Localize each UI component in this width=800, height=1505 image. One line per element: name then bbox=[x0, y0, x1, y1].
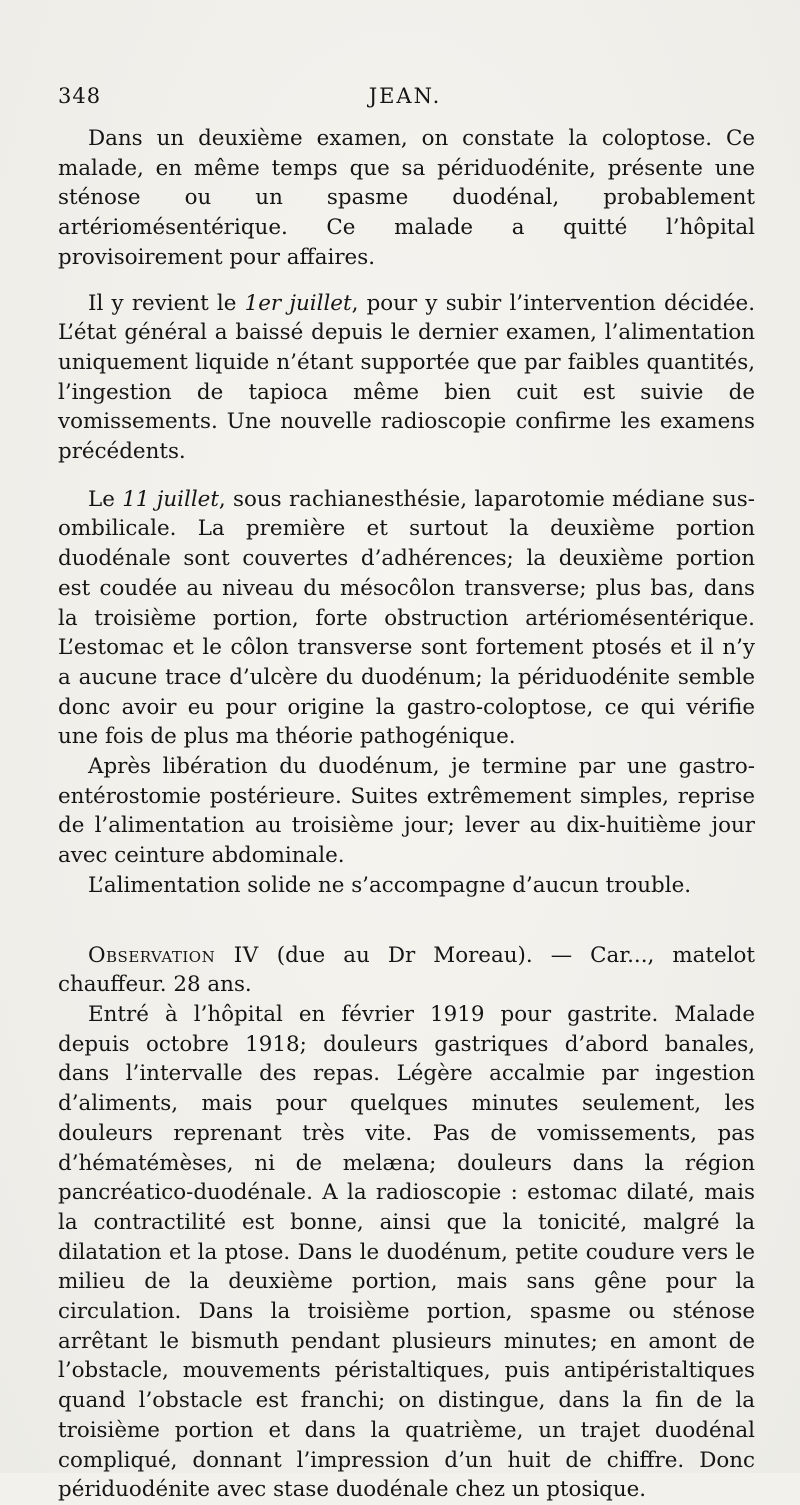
date-italic: 11 juillet bbox=[122, 486, 219, 512]
paragraph-examen: Dans un deuxième examen, on constate la coloptose. Ce malade, en même temps que sa périduodénite, présente une sténose ou un spasme duodénal, probablement artériomésentérique. Ce malade a quitté l’hôpital provisoirement pour affaires. bbox=[58, 126, 755, 270]
body-text bbox=[58, 124, 755, 1505]
page-number: 348 bbox=[58, 84, 102, 108]
observation-heading bbox=[58, 941, 755, 1000]
observation-title: Observation IV bbox=[88, 942, 259, 968]
paragraph-rest: , sous rachianesthésie, laparotomie médiane sus-ombilicale. La première et surtout la deuxième portion duodénale sont couvertes d’adhérences; la deuxième portion est coudée au niveau du mésocôlon transverse; plus bas, dans la troisième portion, forte obstruction artériomésentérique. L’estomac et le côlon transverse sont fortement ptosés et il n’y a aucune trace d’ulcère du duodénum; la périduodénite semble donc avoir eu pour origine la gastro-coloptose, ce qui vérifie une fois de plus ma théorie pathogénique. bbox=[58, 486, 755, 750]
paragraph-observation: Entré à l’hôpital en février 1919 pour gastrite. Malade depuis octobre 1918; douleurs gastriques d’abord banales, dans l’intervalle des repas. Légère accalmie par ingestion d’aliments, mais pour quelques minutes seulement, les douleurs reprenant très vite. Pas de vomissements, pas d’hématémèses, ni de melæna; douleurs dans la région pancréatico-duodénale. A la radioscopie : estomac dilaté, mais la contractilité est bonne, ainsi que la tonicité, malgré la dilatation et la ptose. Dans le duodénum, petite coudure vers le milieu de la deuxième portion, mais sans gêne pour la circulation. Dans la troisième portion, spasme ou sténose arrêtant le bismuth pendant plusieurs minutes; en amont de l’obstacle, mouvements péristaltiques, puis antipéristaltiques quand l’obstacle est franchi; on distingue, dans la fin de la troisième portion et dans la quatrième, un trajet duodénal compliqué, donnant l’impression d’un huit de chiffre. Donc périduodénite avec stase duodénale chez un ptosique. bbox=[58, 1001, 755, 1503]
paragraph-lead: Il y revient le bbox=[88, 290, 245, 316]
paragraph-lead: Le bbox=[88, 486, 123, 512]
paragraph-operation bbox=[58, 485, 755, 752]
running-head: JEAN. bbox=[368, 84, 442, 108]
date-italic: 1er juillet bbox=[244, 290, 352, 316]
paragraph-alimentation: L’alimentation solide ne s’accompagne d’aucun trouble. bbox=[88, 872, 692, 898]
observation-details: (due au Dr Moreau). — Car..., matelot chauffeur. 28 ans. bbox=[58, 942, 755, 998]
page-header bbox=[58, 84, 752, 112]
paragraph-suites: Après libération du duodénum, je termine par une gastro-entérostomie postérieure. Suites extrêmement simples, reprise de l’alimentation au troisième jour; lever au dix-huitième jour avec ceinture abdominale. bbox=[58, 754, 755, 869]
paragraph-revient bbox=[58, 289, 755, 467]
paragraph-rest: , pour y subir l’intervention décidée. L’état général a baissé depuis le dernier examen, l’alimentation uniquement liquide n’étant supportée que par faibles quantités, l’ingestion de tapioca même bien cuit est suivie de vomissements. Une nouvelle radioscopie confirme les examens précédents. bbox=[58, 290, 756, 465]
